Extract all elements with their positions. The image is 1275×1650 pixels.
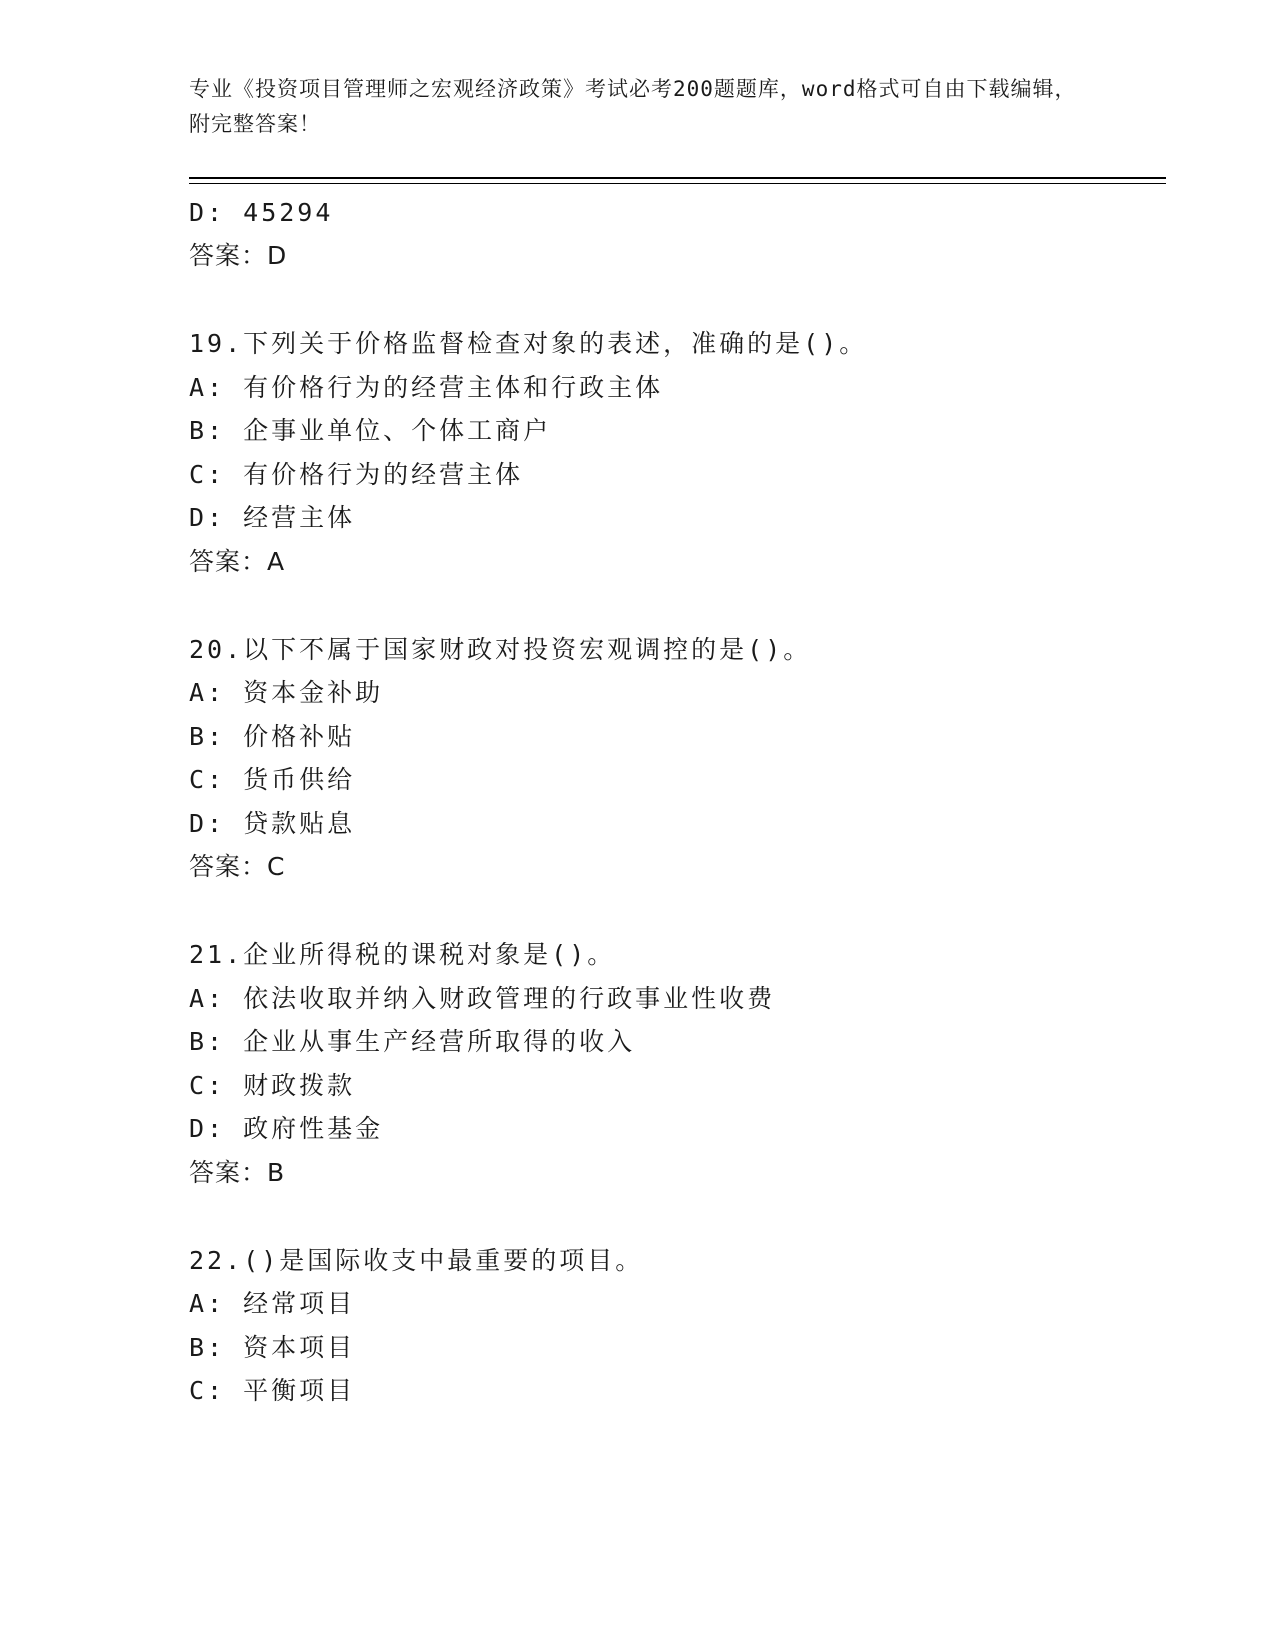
option-c: C: 货币供给 [189,765,356,794]
answer-line: 答案：D [189,241,288,270]
option-b: B: 企业从事生产经营所取得的收入 [189,1027,636,1056]
option-c: C: 有价格行为的经营主体 [189,460,524,489]
option-b: B: 企事业单位、个体工商户 [189,416,552,445]
question-22: 22.()是国际收支中最重要的项目。 [189,1246,644,1275]
header-divider-thick [189,177,1166,179]
option-a: A: 资本金补助 [189,678,384,707]
answer-line: 答案：B [189,1158,286,1187]
option-a: A: 经常项目 [189,1289,356,1318]
document-header: 专业《投资项目管理师之宏观经济政策》考试必考200题题库，word格式可自由下载编辑，附完整答案！ [189,77,1077,136]
option-c: C: 财政拨款 [189,1071,356,1100]
option-a: A: 依法收取并纳入财政管理的行政事业性收费 [189,984,776,1013]
answer-line: 答案：A [189,547,286,576]
question-20: 20.以下不属于国家财政对投资宏观调控的是()。 [189,635,812,664]
option-b: B: 资本项目 [189,1333,356,1362]
option-a: A: 有价格行为的经营主体和行政主体 [189,373,664,402]
option-d: D: 经营主体 [189,503,356,532]
answer-line: 答案：C [189,852,286,881]
option-b: B: 价格补贴 [189,722,356,751]
option-d: D: 45294 [189,198,334,227]
option-d: D: 贷款贴息 [189,809,356,838]
header-divider-thin [189,183,1166,184]
option-d: D: 政府性基金 [189,1114,384,1143]
option-c: C: 平衡项目 [189,1376,356,1405]
question-21: 21.企业所得税的课税对象是()。 [189,940,616,969]
question-19: 19.下列关于价格监督检查对象的表述，准确的是()。 [189,329,868,358]
